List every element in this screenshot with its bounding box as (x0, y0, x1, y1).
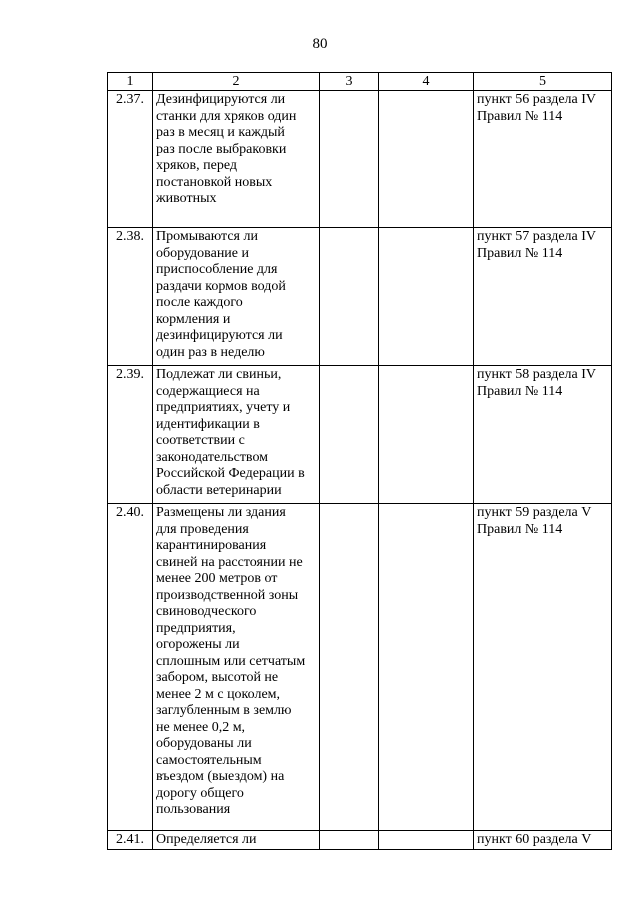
row-number: 2.40. (108, 504, 153, 831)
table-row (108, 831, 612, 850)
row-reference: пункт 57 раздела IV Правил № 114 (474, 228, 612, 366)
row-col3 (320, 831, 379, 850)
column-header-1: 1 (108, 73, 153, 91)
table-header-row (108, 73, 612, 91)
row-col4 (379, 91, 474, 228)
row-number: 2.37. (108, 91, 153, 228)
page-number: 80 (312, 36, 328, 52)
row-number: 2.41. (108, 831, 153, 850)
table-row (108, 91, 612, 228)
row-question: Подлежат ли свиньи, содержащиеся на предприятиях, учету и идентификации в соответствии с законодательством Российской Федерации в области ветеринарии (153, 366, 320, 504)
row-reference: пункт 59 раздела V Правил № 114 (474, 504, 612, 831)
row-reference: пункт 60 раздела V (474, 831, 612, 850)
row-col4 (379, 831, 474, 850)
row-question: Определяется ли (153, 831, 320, 850)
table-row (108, 504, 612, 831)
row-col4 (379, 504, 474, 831)
row-reference: пункт 58 раздела IV Правил № 114 (474, 366, 612, 504)
column-header-3: 3 (320, 73, 379, 91)
row-col3 (320, 228, 379, 366)
column-header-2: 2 (153, 73, 320, 91)
row-reference: пункт 56 раздела IV Правил № 114 (474, 91, 612, 228)
table-row (108, 228, 612, 366)
column-header-4: 4 (379, 73, 474, 91)
row-question: Дезинфицируются ли станки для хряков один раз в месяц и каждый раз после выбраковки хряков, перед постановкой новых животных (153, 91, 320, 228)
row-question: Промываются ли оборудование и приспособление для раздачи кормов водой после каждого кормления и дезинфицируются ли один раз в неделю (153, 228, 320, 366)
row-col3 (320, 91, 379, 228)
table-row (108, 366, 612, 504)
row-number: 2.38. (108, 228, 153, 366)
row-col4 (379, 228, 474, 366)
row-col3 (320, 366, 379, 504)
row-col3 (320, 504, 379, 831)
column-header-5: 5 (474, 73, 612, 91)
row-number: 2.39. (108, 366, 153, 504)
checklist-table (107, 72, 612, 850)
row-col4 (379, 366, 474, 504)
row-question: Размещены ли здания для проведения карантинирования свиней на расстоянии не менее 200 метров от производственной зоны свиноводческого предприятия, огорожены ли сплошным или сетчатым забором, высотой не менее 2 м с цоколем, заглубленным в землю не менее 0,2 м, оборудованы ли самостоятельным въездом (выездом) на дорогу общего пользования (153, 504, 320, 831)
